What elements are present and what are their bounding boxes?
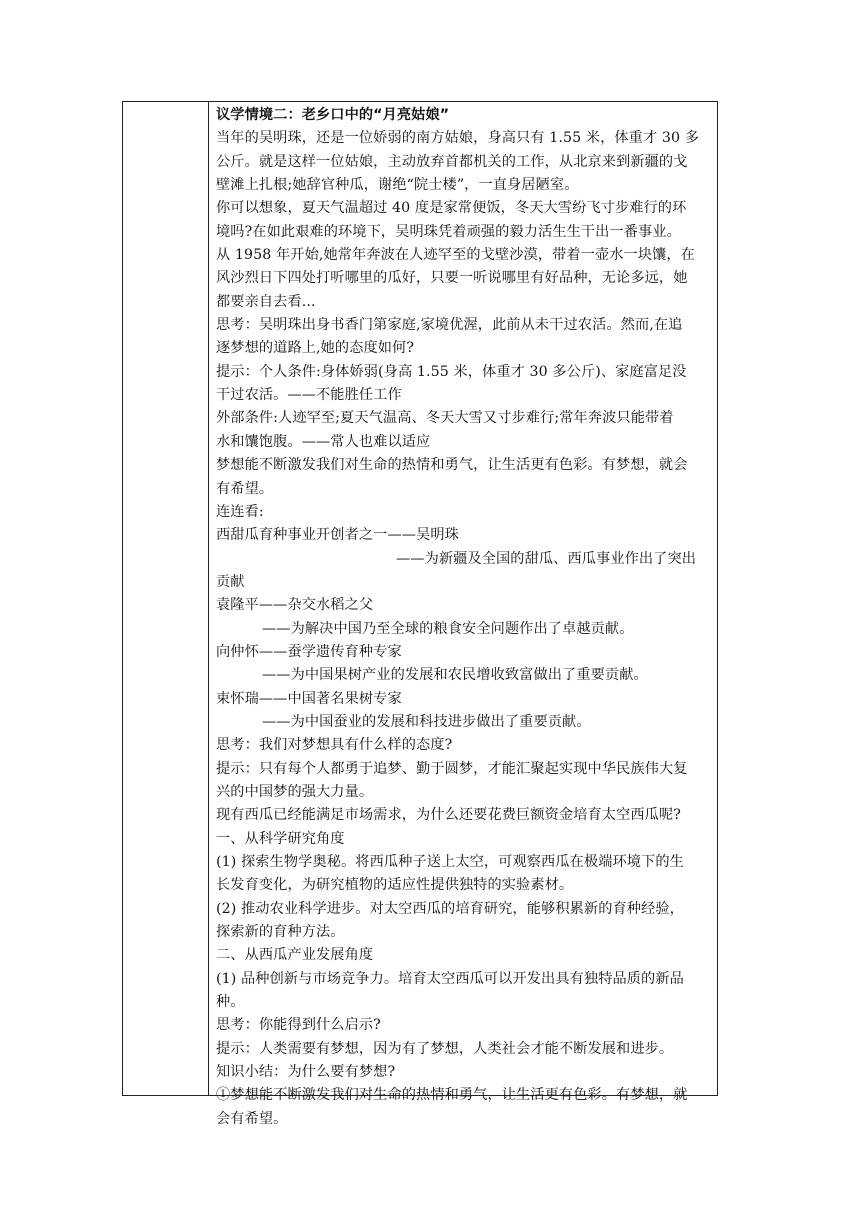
text-line: 束怀瑞——中国著名果树专家 bbox=[216, 690, 402, 707]
text-line: 梦想能不断激发我们对生命的热情和勇气，让生活更有色彩。有梦想，就会 bbox=[216, 457, 688, 474]
text-line: 二、从西瓜产业发展角度 bbox=[216, 947, 374, 964]
text-line: 思考：我们对梦想具有什么样的态度? bbox=[216, 737, 453, 754]
text-line: 提示：只有每个人都勇于追梦、勤于圆梦，才能汇聚起实现中华民族伟大复 bbox=[216, 760, 688, 777]
lesson-table bbox=[122, 101, 718, 1127]
text-line: 从 1958 年开始,她常年奔波在人迹罕至的戈壁沙漠，带着一壶水一块馕，在 bbox=[216, 247, 695, 264]
text-line: 西甜瓜育种事业开创者之一——吴明珠 bbox=[216, 527, 459, 544]
text-line: 连连看: bbox=[216, 503, 264, 520]
text-line: (1) 品种创新与市场竞争力。培育太空西瓜可以开发出具有独特品质的新品 bbox=[216, 970, 684, 987]
text-line: 兴的中国梦的强大力量。 bbox=[216, 783, 374, 800]
text-line: ——为中国果树产业的发展和农民增收致富做出了重要贡献。 bbox=[262, 667, 648, 684]
text-line: ——为中国蚕业的发展和科技进步做出了重要贡献。 bbox=[262, 713, 591, 730]
text-line: 水和馕饱腹。——常人也难以适应 bbox=[216, 433, 431, 450]
text-line: 风沙烈日下四处打听哪里的瓜好，只要一听说哪里有好品种，无论多远，她 bbox=[216, 270, 688, 287]
text-line: 长发育变化，为研究植物的适应性提供独特的实验素材。 bbox=[216, 877, 574, 894]
content-cell bbox=[216, 104, 714, 1131]
text-line: 向仲怀——蚕学遗传育种专家 bbox=[216, 643, 402, 660]
text-line: (1) 探索生物学奥秘。将西瓜种子送上太空，可观察西瓜在极端环境下的生 bbox=[216, 854, 684, 870]
text-line: ——为新疆及全国的甜瓜、西瓜事业作出了突出 bbox=[396, 550, 697, 567]
table-left-column bbox=[123, 102, 209, 1095]
text-line: ——为解决中国乃至全球的粮食安全问题作出了卓越贡献。 bbox=[262, 620, 634, 637]
text-line: (2) 推动农业科学进步。对太空西瓜的培育研究，能够积累新的育种经验， bbox=[216, 900, 684, 917]
text-line: 干过农活。——不能胜任工作 bbox=[216, 387, 402, 404]
text-line: 知识小结：为什么要有梦想? bbox=[216, 1064, 396, 1081]
text-line: ①梦想能不断激发我们对生命的热情和勇气，让生活更有色彩。有梦想，就 bbox=[216, 1087, 688, 1104]
text-line: 种。 bbox=[216, 994, 245, 1011]
text-line: 探索新的育种方法。 bbox=[216, 924, 345, 941]
text-line: 壁滩上扎根;她辞官种瓜，谢绝“院士楼”，一直身居陋室。 bbox=[216, 177, 579, 194]
text-line: 提示：人类需要有梦想，因为有了梦想，人类社会才能不断发展和进步。 bbox=[216, 1040, 674, 1057]
text-line: 提示：个人条件:身体娇弱(身高 1.55 米，体重才 30 多公斤)、家庭富足没 bbox=[216, 363, 687, 380]
text-line: 公斤。就是这样一位姑娘，主动放弃首都机关的工作，从北京来到新疆的戈 bbox=[216, 153, 688, 170]
text-line: 现有西瓜已经能满足市场需求，为什么还要花费巨额资金培育太空西瓜呢? bbox=[216, 807, 681, 824]
text-line: 会有希望。 bbox=[216, 1110, 288, 1127]
text-line: 思考：你能得到什么启示? bbox=[216, 1017, 381, 1034]
text-line: 贡献 bbox=[216, 573, 245, 590]
text-line: 外部条件:人迹罕至;夏天气温高、冬天大雪又寸步难行;常年奔波只能带着 bbox=[216, 410, 674, 427]
text-line: 有希望。 bbox=[216, 480, 274, 497]
text-line: 思考：吴明珠出身书香门第家庭,家境优渥，此前从未干过农活。然而,在追 bbox=[216, 317, 683, 334]
text-line: 你可以想象，夏天气温超过 40 度是家常便饭，冬天大雪纷飞寸步难行的环 bbox=[216, 200, 687, 217]
text-line: 逐梦想的道路上,她的态度如何? bbox=[216, 340, 415, 357]
text-line: 袁隆平——杂交水稻之父 bbox=[216, 597, 374, 614]
text-line: 当年的吴明珠，还是一位娇弱的南方姑娘，身高只有 1.55 米，体重才 30 多 bbox=[216, 130, 700, 147]
text-line: 都要亲自去看... bbox=[216, 293, 316, 310]
text-line: 一、从科学研究角度 bbox=[216, 830, 345, 847]
section-title: 议学情境二：老乡口中的“月亮姑娘” bbox=[216, 107, 450, 123]
text-line: 境吗?在如此艰难的环境下，吴明珠凭着顽强的毅力活生生干出一番事业。 bbox=[216, 223, 681, 240]
